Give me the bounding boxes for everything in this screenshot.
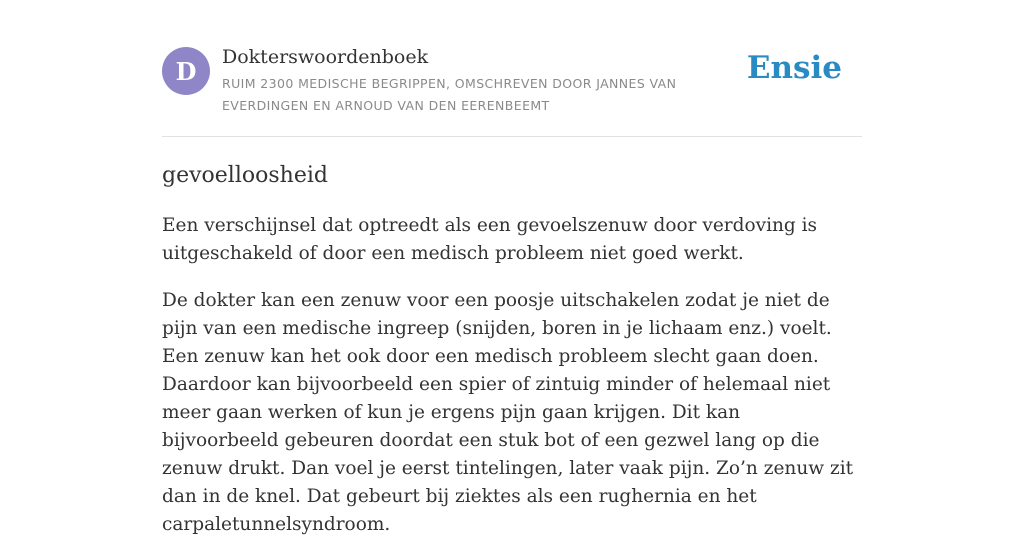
dictionary-subtitle: RUIM 2300 MEDISCHE BEGRIPPEN, OMSCHREVEN DOOR JANNES VAN EVERDINGEN EN ARNOUD VAN DEN EERENBEEMT	[222, 76, 677, 113]
dictionary-header	[162, 0, 862, 137]
page-container	[162, 0, 862, 539]
ensie-logo-link[interactable]: Ensie	[746, 50, 842, 86]
dictionary-title-link[interactable]: Dokterswoordenboek	[222, 46, 429, 68]
entry-definition: Een verschijnsel dat optreedt als een gevoelszenuw door verdoving is uitgeschakeld of door een medisch probleem niet goed werkt.	[162, 215, 818, 264]
entry-explanation: De dokter kan een zenuw voor een poosje uitschakelen zodat je niet de pijn van een medische ingreep (snijden, boren in je lichaam enz.) voelt. Een zenuw kan het ook door een medisch probleem slecht gaan doen. Daardoor kan bijvoorbeeld een spier of zintuig minder of helemaal niet meer gaan werken of kun je ergens pijn gaan krijgen. Dit kan bijvoorbeeld gebeuren doordat een stuk bot of een gezwel lang op die zenuw drukt. Dan voel je eerst tintelingen, later vaak pijn. Zo’n zenuw zit dan in de knel. Dat gebeurt bij ziektes als een rughernia en het carpaletunnelsyndroom.	[162, 290, 854, 535]
entry-term: gevoelloosheid	[162, 163, 328, 188]
dictionary-avatar[interactable]: D	[162, 47, 210, 95]
